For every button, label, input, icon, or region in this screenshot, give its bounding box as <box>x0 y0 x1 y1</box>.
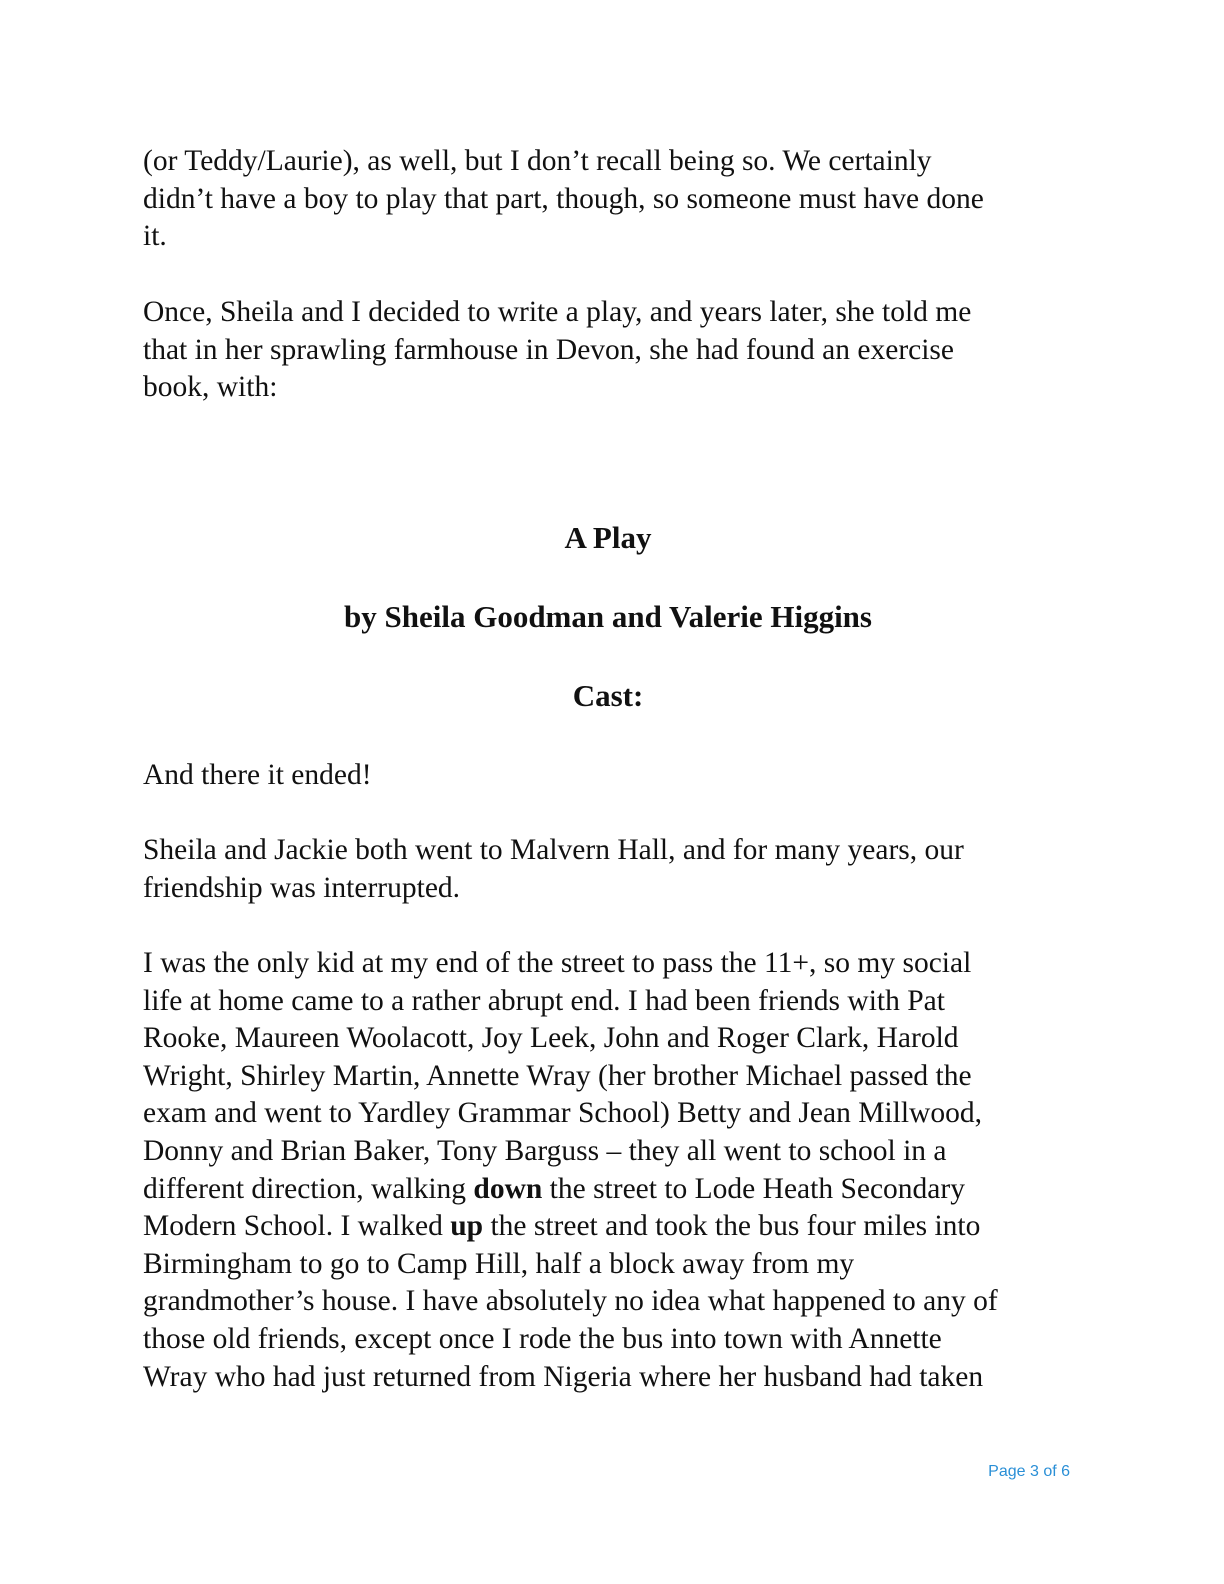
paragraph-malvern-hall: Sheila and Jackie both went to Malvern Hall, and for many years, our friendship was interrupted. <box>143 834 964 904</box>
paragraph-eleven-plus <box>143 945 1073 1396</box>
emphasis-up: up <box>450 1210 484 1243</box>
paragraph-teddy-laurie: (or Teddy/Laurie), as well, but I don’t recall being so. We certainly didn’t have a boy to play that part, though, so someone must have done it. <box>143 145 984 253</box>
paragraph-write-a-play: Once, Sheila and I decided to write a play, and years later, she told me that in her sprawling farmhouse in Devon, she had found an exercise book, with: <box>143 296 972 404</box>
play-title: A Play <box>564 520 652 555</box>
play-cast-label: Cast: <box>572 678 644 713</box>
paragraph-text-segment: the street and took the bus four miles into Birmingham to go to Camp Hill, half a block away from my grandmother’s house. I have absolutely no idea what happened to any of those old friends, except once I rode the bus into town with Annette Wray who had just returned from Nigeria where her husband had taken <box>143 1210 998 1393</box>
paragraph-there-it-ended: And there it ended! <box>143 759 372 791</box>
emphasis-down: down <box>473 1172 543 1205</box>
paragraph-text-segment: I was the only kid at my end of the street to pass the 11+, so my social life at home came to a rather abrupt end. I had been friends with Pat Rooke, Maureen Woolacott, Joy Leek, John and Roger Clark, Harold Wright, Shirley Martin, Annette Wray (her brother Michael passed the exam and went to Yardley Grammar School) Betty and Jean Millwood, Donny and Brian Baker, Tony Barguss – they all went to school in a different direction, walking <box>143 947 982 1205</box>
play-authors: by Sheila Goodman and Valerie Higgins <box>344 599 872 634</box>
paragraph-text-segment: the street to Lode Heath Secondary Modern School. I walked <box>143 1172 965 1243</box>
page-number-indicator: Page 3 of 6 <box>988 1463 1070 1480</box>
